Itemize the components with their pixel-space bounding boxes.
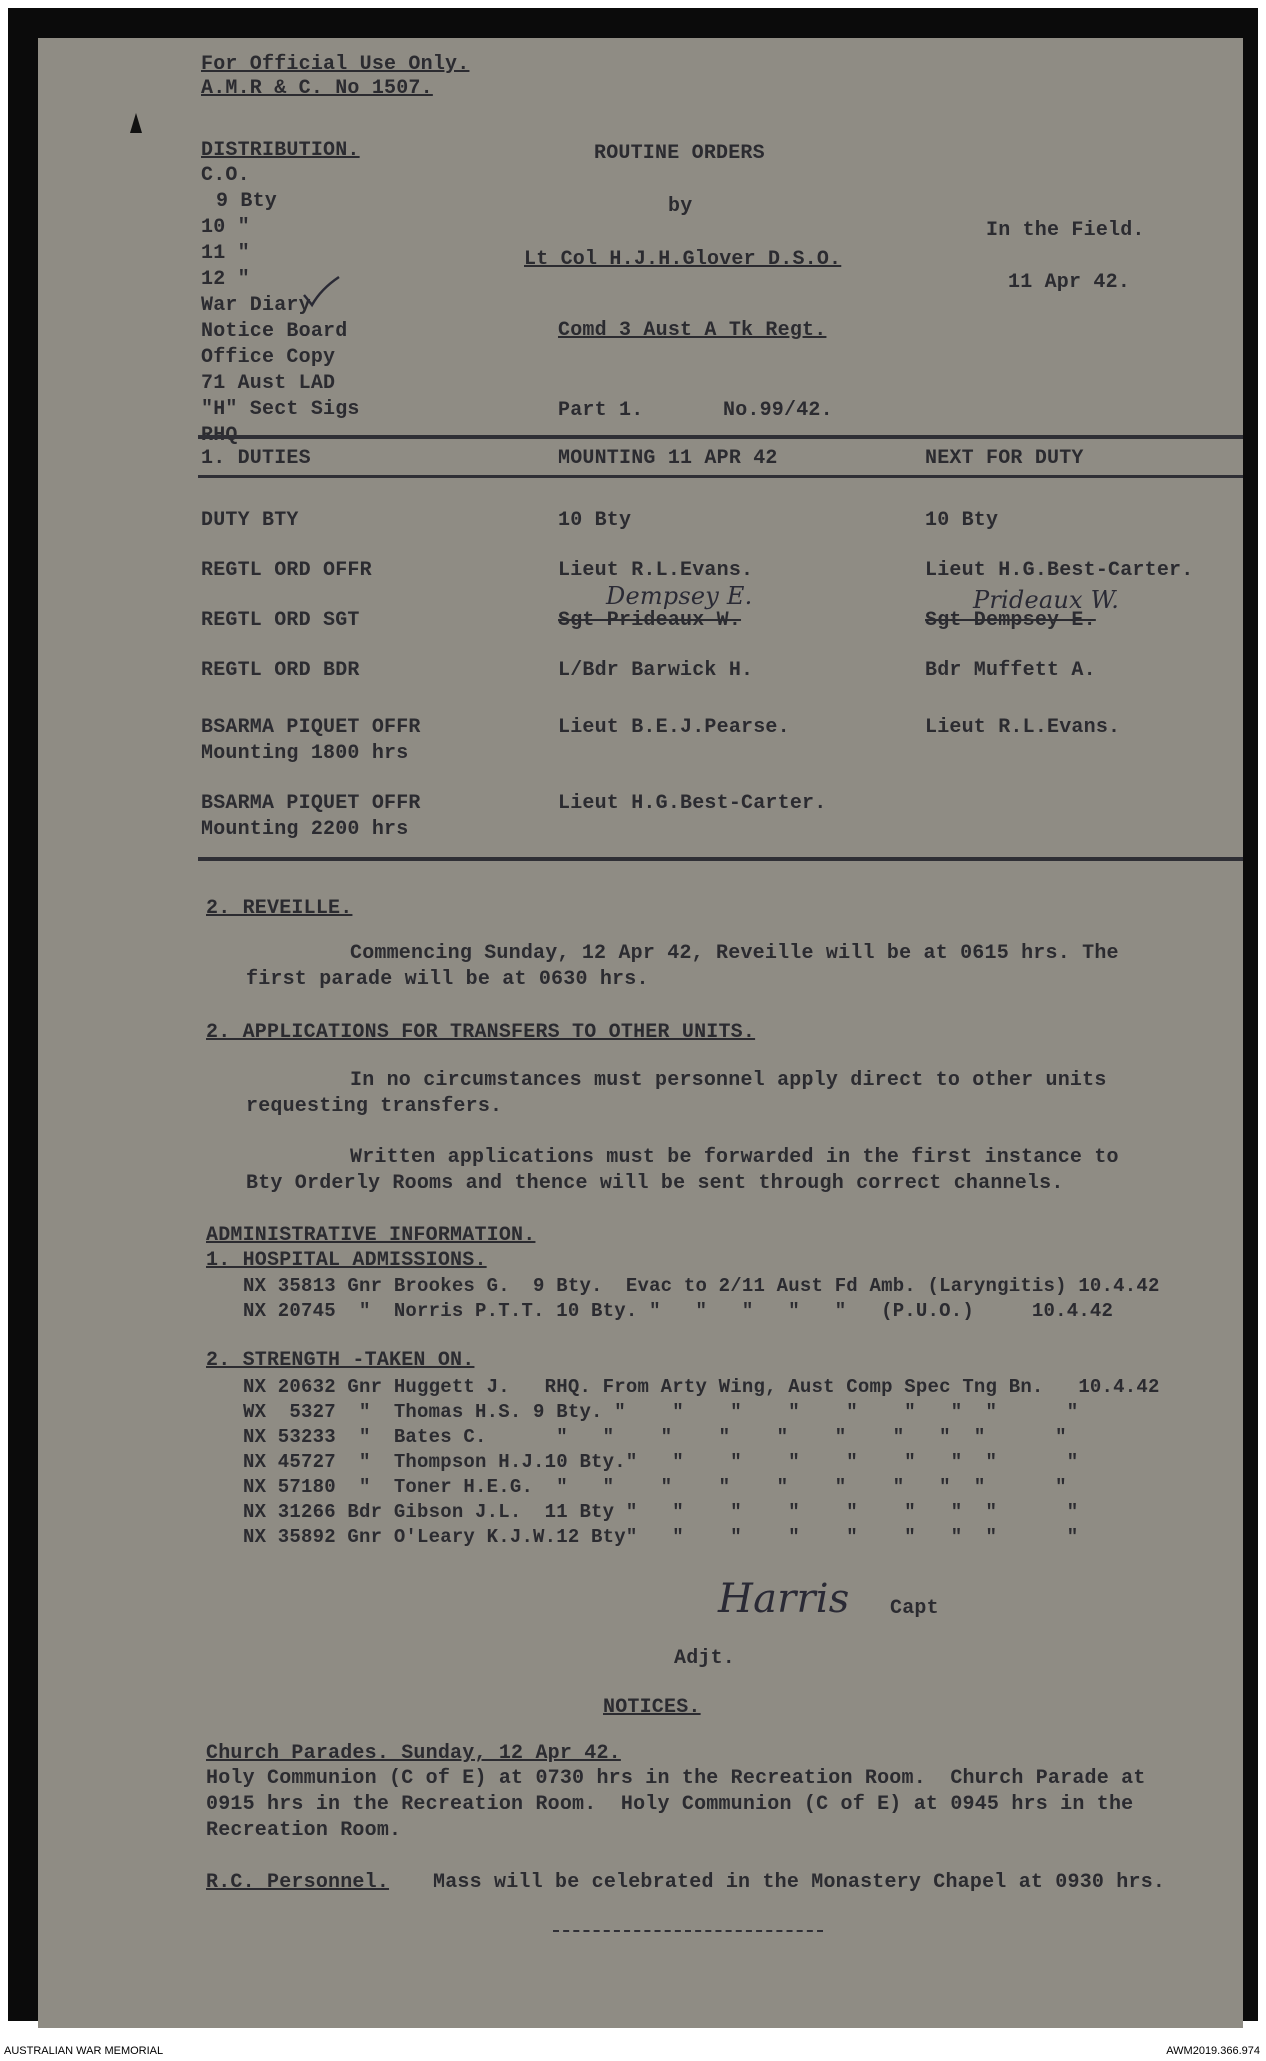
document-page — [38, 38, 1243, 2028]
strength-row: NX 31266 Bdr Gibson J.L. 11 Bty " " " " " " " " " — [243, 1501, 1079, 1523]
duty-label-sub: Mounting 2200 hrs — [201, 818, 409, 841]
distribution-item: "H" Sect Sigs — [201, 398, 360, 421]
distribution-item: 9 Bty — [216, 190, 278, 213]
church-text: Recreation Room. — [206, 1819, 402, 1842]
document-title: ROUTINE ORDERS — [594, 142, 765, 165]
reveille-heading: 2. REVEILLE. — [206, 897, 353, 920]
duty-mounting: 10 Bty — [558, 509, 632, 532]
footer-accession: AWM2019.366.974 — [1166, 2045, 1260, 2057]
church-text: 0915 hrs in the Recreation Room. Holy Communion (C of E) at 0945 hrs in the — [206, 1793, 1134, 1816]
distribution-item: War Diary — [201, 294, 311, 317]
duty-label: REGTL ORD BDR — [201, 659, 360, 682]
duty-next: Lieut R.L.Evans. — [925, 716, 1121, 739]
place-label: In the Field. — [986, 219, 1145, 242]
duty-label: DUTY BTY — [201, 509, 299, 532]
document-frame — [8, 8, 1258, 2021]
duty-next: Sgt Dempsey E. — [925, 609, 1096, 632]
strength-row: NX 20632 Gnr Huggett J. RHQ. From Arty Wing, Aust Comp Spec Tng Bn. 10.4.42 — [243, 1376, 1160, 1398]
duty-label: BSARMA PIQUET OFFR — [201, 716, 421, 739]
reveille-text: first parade will be at 0630 hrs. — [246, 968, 649, 991]
hospital-row: NX 20745 " Norris P.T.T. 10 Bty. " " " " " (P.U.O.) 10.4.42 — [243, 1300, 1114, 1322]
command-unit: Comd 3 Aust A Tk Regt. — [558, 319, 827, 342]
signature-appointment: Adjt. — [674, 1647, 736, 1670]
transfers-heading: 2. APPLICATIONS FOR TRANSFERS TO OTHER UNITS. — [206, 1021, 756, 1044]
handwritten-correction: Dempsey E. — [606, 582, 753, 610]
commander-name: Lt Col H.J.H.Glover D.S.O. — [524, 248, 842, 271]
rc-label: R.C. Personnel. — [206, 1871, 390, 1894]
distribution-item: 71 Aust LAD — [201, 372, 336, 395]
signature: Harris — [718, 1576, 850, 1622]
duty-mounting: Lieut R.L.Evans. — [558, 559, 754, 582]
strength-row: NX 45727 " Thompson H.J.10 Bty." " " " " " " " " — [243, 1451, 1079, 1473]
duty-next: Bdr Muffett A. — [925, 659, 1096, 682]
strength-heading: 2. STRENGTH -TAKEN ON. — [206, 1349, 475, 1372]
duty-mounting: Sgt Prideaux W. — [558, 609, 742, 632]
duty-mounting: Lieut B.E.J.Pearse. — [558, 716, 790, 739]
duty-label: BSARMA PIQUET OFFR — [201, 792, 421, 815]
duty-label-sub: Mounting 1800 hrs — [201, 742, 409, 765]
by-label: by — [668, 195, 693, 218]
duty-next: 10 Bty — [925, 509, 999, 532]
duty-label: REGTL ORD OFFR — [201, 559, 372, 582]
church-text: Holy Communion (C of E) at 0730 hrs in the Recreation Room. Church Parade at — [206, 1767, 1146, 1790]
transfers-text: requesting transfers. — [246, 1095, 503, 1118]
signature-rank: Capt — [890, 1597, 939, 1620]
strength-row: NX 35892 Gnr O'Leary K.J.W.12 Bty" " " " " " " " " — [243, 1526, 1079, 1548]
transfers-text: Bty Orderly Rooms and thence will be sent through correct channels. — [246, 1172, 1064, 1195]
mounting-header: MOUNTING 11 APR 42 — [558, 447, 778, 470]
duty-next: Lieut H.G.Best-Carter. — [925, 559, 1194, 582]
distribution-heading: DISTRIBUTION. — [201, 139, 360, 162]
next-duty-header: NEXT FOR DUTY — [925, 447, 1084, 470]
strength-row: NX 57180 " Toner H.E.G. " " " " " " " " " " — [243, 1476, 1067, 1498]
duty-label: REGTL ORD SGT — [201, 609, 360, 632]
transfers-text: Written applications must be forwarded in the first instance to — [350, 1146, 1119, 1169]
church-heading: Church Parades. Sunday, 12 Apr 42. — [206, 1742, 621, 1765]
duties-bottom-rule — [198, 857, 1243, 861]
hospital-heading: 1. HOSPITAL ADMISSIONS. — [206, 1249, 487, 1272]
order-number: No.99/42. — [723, 399, 833, 422]
footer-bar — [0, 2041, 1266, 2061]
strength-row: WX 5327 " Thomas H.S. 9 Bty. " " " " " " " " " — [243, 1401, 1079, 1423]
closing-rule — [553, 1930, 823, 1935]
punch-hole — [130, 113, 142, 133]
distribution-item: 11 " — [201, 242, 250, 265]
distribution-item: C.O. — [201, 164, 250, 187]
distribution-item: 12 " — [201, 268, 250, 291]
transfers-text: In no circumstances must personnel apply direct to other units — [350, 1069, 1107, 1092]
strength-row: NX 53233 " Bates C. " " " " " " " " " " — [243, 1426, 1067, 1448]
tick-mark-icon — [301, 275, 341, 309]
distribution-item: Office Copy — [201, 346, 336, 369]
reveille-text: Commencing Sunday, 12 Apr 42, Reveille will be at 0615 hrs. The — [350, 942, 1119, 965]
duties-header: 1. DUTIES — [201, 447, 311, 470]
part-label: Part 1. — [558, 399, 644, 422]
footer-source: AUSTRALIAN WAR MEMORIAL — [4, 2045, 164, 2057]
official-use-label: For Official Use Only. — [201, 53, 470, 76]
notices-heading: NOTICES. — [603, 1696, 701, 1719]
rc-text: Mass will be celebrated in the Monastery Chapel at 0930 hrs. — [433, 1871, 1166, 1894]
duties-header-rule — [198, 475, 1243, 478]
distribution-item: 10 " — [201, 216, 250, 239]
admin-heading: ADMINISTRATIVE INFORMATION. — [206, 1224, 536, 1247]
order-date: 11 Apr 42. — [1008, 271, 1131, 294]
duties-top-rule — [198, 435, 1243, 439]
duty-mounting: Lieut H.G.Best-Carter. — [558, 792, 827, 815]
duty-mounting: L/Bdr Barwick H. — [558, 659, 754, 682]
hospital-row: NX 35813 Gnr Brookes G. 9 Bty. Evac to 2/11 Aust Fd Amb. (Laryngitis) 10.4.42 — [243, 1275, 1160, 1297]
distribution-item: Notice Board — [201, 320, 348, 343]
reference-number: A.M.R & C. No 1507. — [201, 77, 433, 100]
handwritten-correction: Prideaux W. — [973, 586, 1120, 614]
